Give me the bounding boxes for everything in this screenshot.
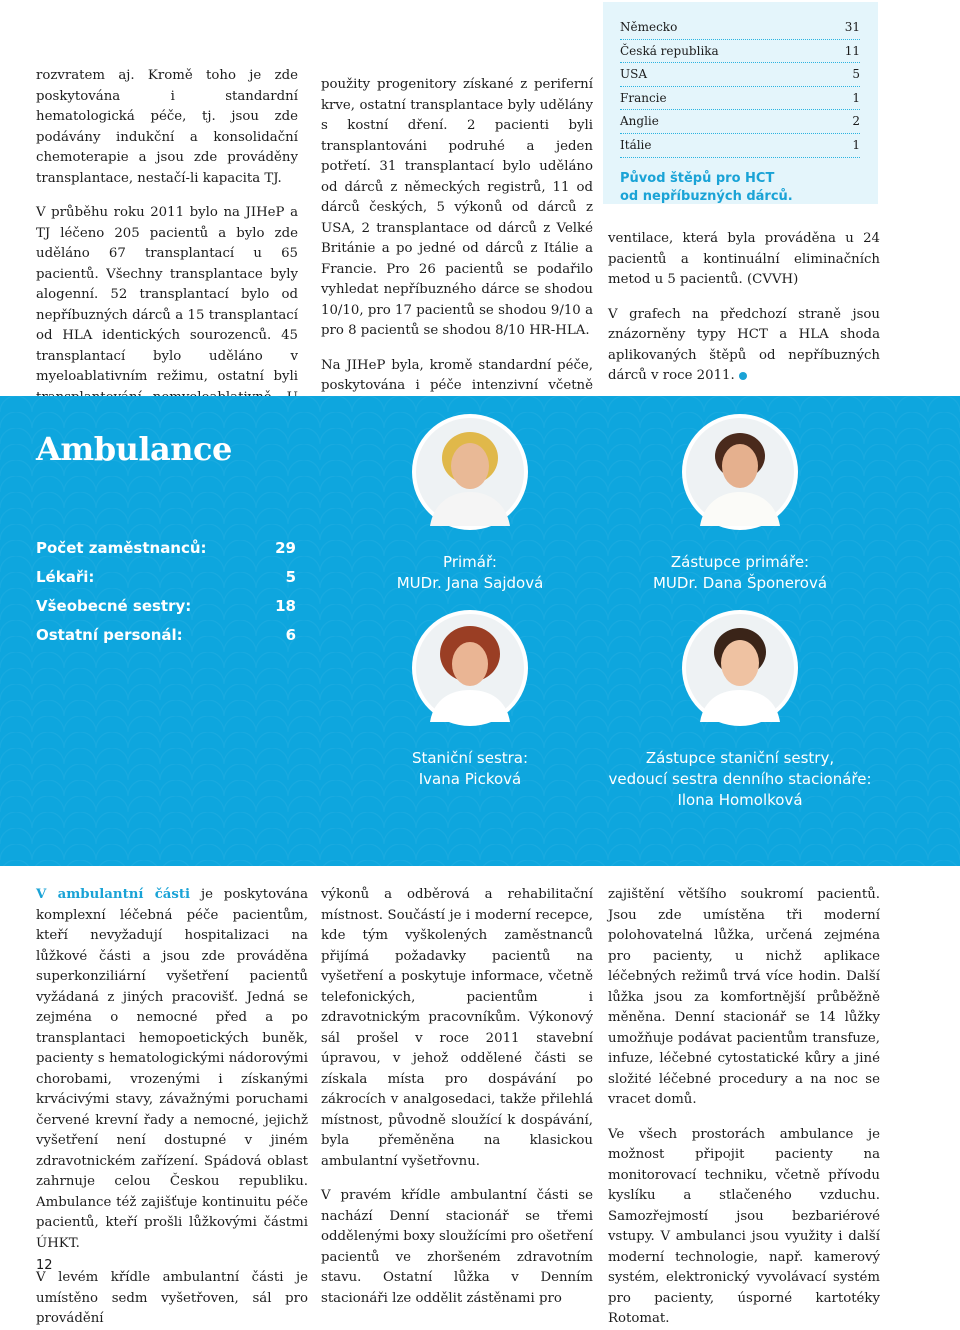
table-row bbox=[620, 63, 860, 87]
staff-value: 18 bbox=[275, 597, 296, 615]
caption-line: Původ štěpů pro HCT bbox=[620, 170, 775, 186]
table-row bbox=[620, 110, 860, 134]
country-count: 11 bbox=[844, 43, 860, 58]
staff-label: Ostatní personál: bbox=[36, 626, 183, 644]
staff-row bbox=[36, 563, 296, 592]
staff-value: 6 bbox=[285, 626, 296, 644]
paragraph: rozvratem aj. Kromě toho je zde poskytována i standardní hematologická péče, tj. jsou zde podávány indukční a konsolidační chemoterapie a jsou zde prováděny transplantace, nestačí-li kapacita TJ. bbox=[36, 68, 298, 186]
table-row bbox=[620, 134, 860, 158]
paragraph-text: V grafech na předchozí straně jsou znázorněny typy HCT a HLA shoda aplikovaných štěpů od nepříbuzných dárců v roce 2011. bbox=[608, 306, 880, 383]
table-caption bbox=[620, 170, 860, 206]
bottom-middle-column bbox=[321, 885, 593, 1309]
paragraph: ventilace, která byla prováděna u 24 pacientů a kontinuální eliminačních metod u 5 pacientů. (CVVH) bbox=[608, 231, 880, 287]
person-role: Primář: bbox=[443, 553, 497, 571]
staff-value: 29 bbox=[275, 539, 296, 557]
person-silhouette-icon bbox=[416, 614, 524, 722]
person-silhouette-icon bbox=[686, 614, 794, 722]
section-title: Ambulance bbox=[36, 430, 232, 468]
portrait-photo bbox=[412, 414, 528, 530]
staff-row bbox=[36, 592, 296, 621]
person-name: Ivana Picková bbox=[418, 770, 522, 788]
portrait-photo bbox=[682, 610, 798, 726]
staff-label: Všeobecné sestry: bbox=[36, 597, 192, 615]
page-number: 12 bbox=[36, 1258, 53, 1273]
staff-stats bbox=[36, 534, 296, 650]
top-middle-column bbox=[321, 75, 593, 417]
paragraph: Ve všech prostorách ambulance je možnost připojit pacienty na monitorovací techniku, včetně přívodu kyslíku a stlačeného vzduchu. Samozřejmostí jsou bezbariérové vstupy. V ambulanci jsou využity i další moderní technologie, např. kamerový systém, elektronický vyvolávací systém pro pacienty, úsporné kartotéky Rotomat. bbox=[608, 1126, 880, 1326]
paragraph: výkonů a odběrová a rehabilitační místnost. Součástí je i moderní recepce, kde tým vyškolených zaměstnanců přijímá požadavky pacientů na vyšetření a poskytuje informace, včetně telefonických, pacientům i zdravotnickým pracovníkům. Výkonový sál prošel v roce 2011 stavební úpravou, v jehož oddělené části se získala místa pro dospávání po zákrocích v analgosedaci, takže přilehlá místnost, původně sloužící k dospávání, byla přeměněna na klasickou ambulantní vyšetřovnu. bbox=[321, 887, 593, 1169]
person-name: MUDr. Jana Sajdová bbox=[396, 574, 544, 592]
paragraph-text: je poskytována komplexní léčebná péče pacientům, kteří nevyžadují hospitalizaci na lůžkové části a jsou zde prováděna superkonziliární vyšetření pacientů vyžádaná z jiných pracovišť. Jedná se zejména o nemocné před a po transplantaci hemopoetických buněk, pacienty s hematologickými nádorovými chorobami, vrozenými i získanými krvácivými stavy, závažnými poruchami červené krevní řady a nemocné, jejichž vyšetření není dostupné v jiném zdravotnickém zařízení. Spádová oblast zahrnuje celou Českou republiku. Ambulance též zajišťuje kontinuitu péče pacientů, kteří prošli lůžkovými částmi ÚHKT. bbox=[36, 887, 309, 1251]
country-count: 31 bbox=[844, 20, 860, 34]
person-role-secondary: vedoucí sestra denního stacionáře: bbox=[608, 770, 872, 788]
portrait-photo bbox=[412, 610, 528, 726]
paragraph: V levém křídle ambulantní části je umístěno sedm vyšetřoven, sál pro provádění bbox=[36, 1270, 308, 1326]
person-card bbox=[640, 414, 840, 594]
top-right-column bbox=[608, 229, 880, 387]
person-role: Zástupce staniční sestry, bbox=[645, 749, 835, 767]
paragraph bbox=[608, 305, 880, 387]
person-name: Ilona Homolková bbox=[677, 791, 803, 809]
caption-line: od nepříbuzných dárců. bbox=[620, 188, 793, 204]
country-label: Itálie bbox=[620, 137, 652, 152]
person-card bbox=[600, 610, 880, 811]
table-row bbox=[620, 16, 860, 40]
end-dot-icon bbox=[739, 372, 747, 380]
paragraph: V průběhu roku 2011 bylo na JIHeP a TJ léčeno 205 pacientů a bylo zde uděláno 67 transplantací u 65 pacientů. Všechny transplantace byly alogenní. 52 transplantací bylo od nepříbuzných dárců a 15 transplantací od HLA identických sourozenců. 45 transplantací bylo uděláno v myeloablativním režimu, ostatní byli bbox=[36, 205, 298, 384]
person-silhouette-icon bbox=[416, 418, 524, 526]
country-count: 1 bbox=[852, 137, 860, 152]
staff-label: Lékaři: bbox=[36, 568, 95, 586]
person-role: Staniční sestra: bbox=[411, 749, 529, 767]
country-label: Francie bbox=[620, 90, 667, 105]
person-card bbox=[380, 414, 560, 594]
paragraph: zajištění většího soukromí pacientů. Jsou zde umístěna tři moderní polohovatelná lůžka, určená zejména pro pacienty, u nichž aplikace léčebných režimů trvá více hodin. Další lůžka jsou za komfortnější průběžně měněna. Denní stacionář se 14 lůžky umožňuje podávat pacientům transfuze, infuze, léčebné cytostatické kůry a jiné složité léčebné procedury a na noc se vracet domů. bbox=[608, 887, 880, 1107]
country-count: 1 bbox=[852, 90, 860, 105]
country-count: 5 bbox=[852, 67, 860, 82]
country-label: USA bbox=[620, 67, 647, 82]
table-row bbox=[620, 87, 860, 111]
top-left-column bbox=[36, 66, 298, 429]
paragraph: V pravém křídle ambulantní části se nachází Denní stacionář se třemi oddělenými boxy sloužícími pro ošetření pacientů ve zhoršeném zdravotním stavu. Ostatní lůžka v Denním stacionáři lze oddělit zástěnami pro bbox=[321, 1188, 593, 1306]
staff-value: 5 bbox=[285, 568, 296, 586]
country-label: Německo bbox=[620, 20, 678, 34]
bottom-right-column bbox=[608, 885, 880, 1330]
paragraph bbox=[36, 885, 308, 1254]
person-silhouette-icon bbox=[686, 418, 794, 526]
staff-row bbox=[36, 534, 296, 563]
person-role: Zástupce primáře: bbox=[670, 553, 810, 571]
country-label: Anglie bbox=[620, 114, 659, 129]
table-row bbox=[620, 40, 860, 64]
bottom-left-column bbox=[36, 885, 308, 1330]
graft-origin-table bbox=[603, 2, 878, 204]
paragraph: Na JIHeP byla, kromě standardní péče, poskytována i péče intenzivní včetně bbox=[321, 357, 593, 393]
staff-label: Počet zaměstnanců: bbox=[36, 539, 207, 557]
country-count: 2 bbox=[852, 114, 860, 129]
portrait-photo bbox=[682, 414, 798, 530]
country-label: Česká republika bbox=[620, 43, 719, 58]
person-name: MUDr. Dana Šponerová bbox=[652, 574, 828, 592]
lead-text: V ambulantní části bbox=[36, 887, 191, 902]
staff-row bbox=[36, 621, 296, 650]
paragraph: použity progenitory získané z periferní krve, ostatní transplantace byly udělány s kostní dření. 2 pacienti byli transplantováni podruhé a jeden potřetí. 31 transplantací bylo uděláno od dárců z německých registrů, 11 od dárců českých, 5 výkonů od dárců z USA, 2 transplantace od dárců z Velké Británie a po jedné od dárců z Itálie a Francie. Pro 26 pacientů se podařilo vyhledat nepříbuzného dárce se shodou 10/10, pro 17 pacientů se shodou 9/10 a pro 8 pacientů se shodou 8/10 HR-HLA. bbox=[321, 77, 593, 338]
person-card bbox=[370, 610, 570, 790]
ambulance-section bbox=[0, 396, 960, 866]
